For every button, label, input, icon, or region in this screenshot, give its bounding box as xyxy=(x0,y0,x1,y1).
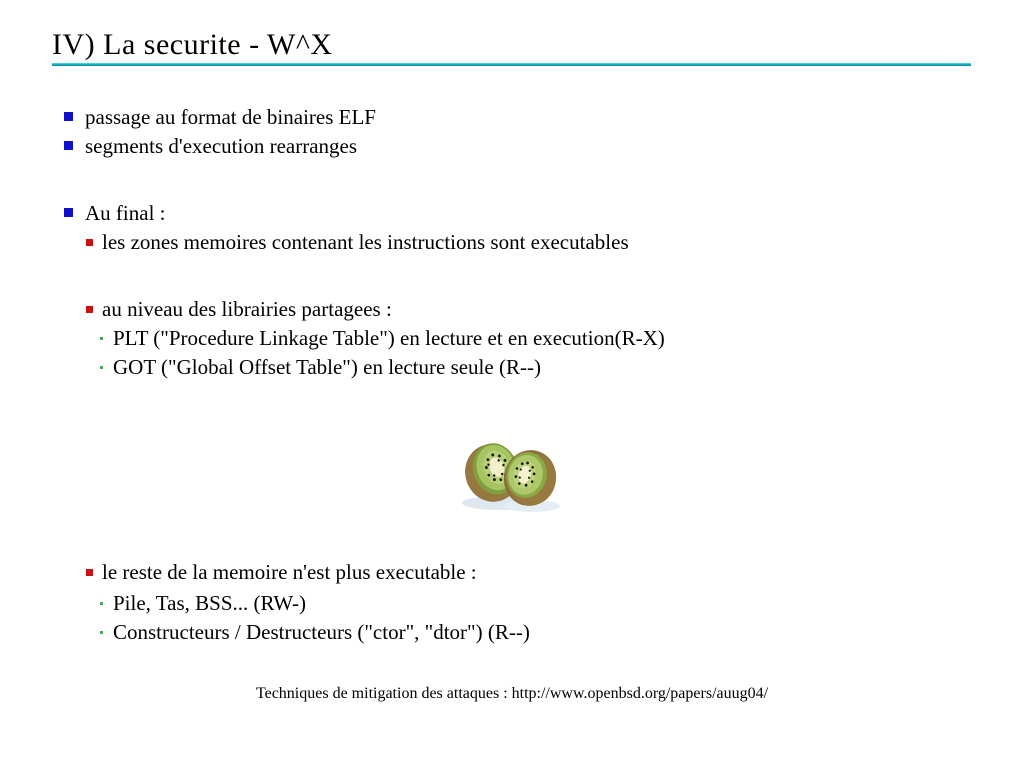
sub-bullet-item xyxy=(86,559,477,585)
square-bullet-icon xyxy=(64,112,73,121)
page-title: IV) La securite - W^X xyxy=(52,28,333,61)
bullet-item xyxy=(64,104,376,130)
footer-reference-text: Techniques de mitigation des attaques : http://www.openbsd.org/papers/auug04/ xyxy=(255,685,769,702)
bullet-text: PLT ("Procedure Linkage Table") en lecture et en execution(R-X) xyxy=(113,326,665,350)
square-bullet-icon xyxy=(64,141,73,150)
dot-bullet-icon xyxy=(100,602,103,605)
bullet-text: Au final : xyxy=(85,201,166,225)
square-bullet-icon xyxy=(86,239,93,246)
dot-bullet-icon xyxy=(100,631,103,634)
sub-sub-bullet-item xyxy=(100,354,541,380)
bullet-text: Pile, Tas, BSS... (RW-) xyxy=(113,591,306,615)
sub-sub-bullet-item xyxy=(100,325,665,351)
dot-bullet-icon xyxy=(100,337,103,340)
title-underline xyxy=(52,63,971,66)
dot-bullet-icon xyxy=(100,366,103,369)
bullet-text: au niveau des librairies partagees : xyxy=(102,297,392,321)
sub-sub-bullet-item xyxy=(100,619,530,645)
bullet-text: passage au format de binaires ELF xyxy=(85,105,376,129)
bullet-text: Constructeurs / Destructeurs ("ctor", "dtor") (R--) xyxy=(113,620,530,644)
bullet-item xyxy=(64,200,165,226)
sub-bullet-item xyxy=(86,296,392,322)
square-bullet-icon xyxy=(86,306,93,313)
bullet-item xyxy=(64,133,357,159)
kiwi-fruit-image xyxy=(452,436,564,516)
sub-sub-bullet-item xyxy=(100,590,306,616)
square-bullet-icon xyxy=(64,208,73,217)
bullet-text: les zones memoires contenant les instructions sont executables xyxy=(102,230,629,254)
bullet-text: segments d'execution rearranges xyxy=(85,134,358,158)
sub-bullet-item xyxy=(86,229,629,255)
bullet-text: le reste de la memoire n'est plus executable : xyxy=(102,560,477,584)
square-bullet-icon xyxy=(86,569,93,576)
bullet-text: GOT ("Global Offset Table") en lecture seule (R--) xyxy=(113,355,541,379)
